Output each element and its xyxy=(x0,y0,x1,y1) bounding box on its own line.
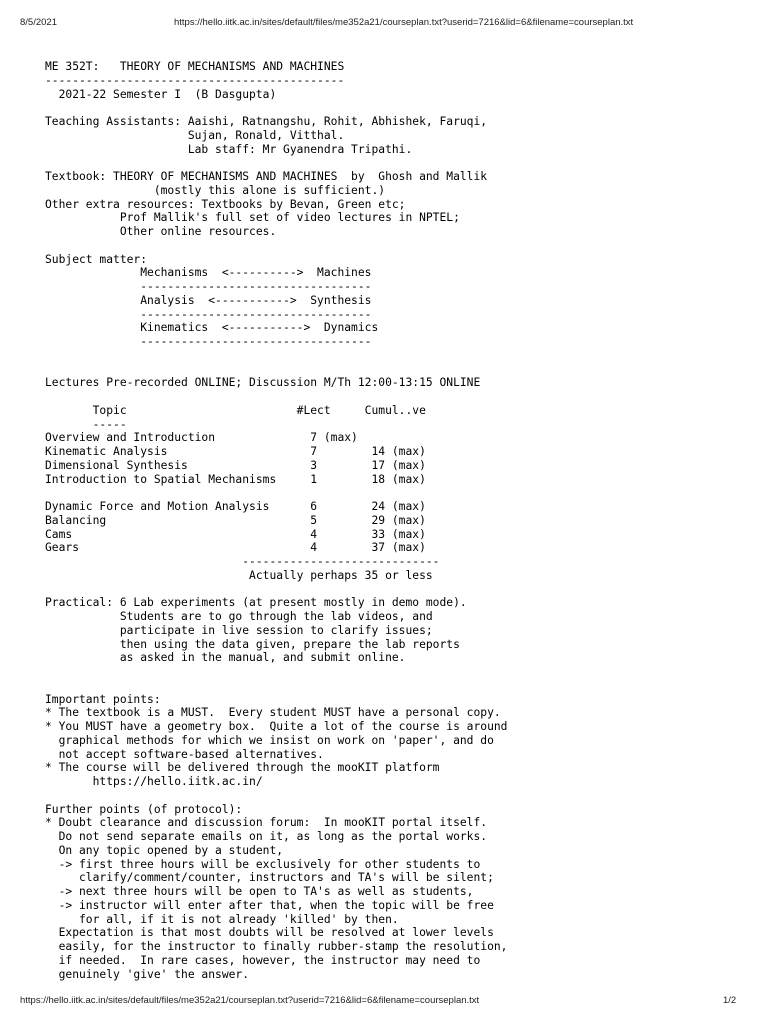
text-line: genuinely 'give' the answer. xyxy=(45,967,250,981)
text-line: Overview and Introduction 7 (max) xyxy=(45,431,358,445)
print-header-url: https://hello.iitk.ac.in/sites/default/files/me352a21/courseplan.txt?userid=7216&lid=6&filename=courseplan.txt xyxy=(174,17,634,28)
text-line: Kinematics <-----------> Dynamics xyxy=(45,321,379,335)
text-line: easily, for the instructor to finally rubber-stamp the resolution, xyxy=(45,940,508,953)
text-line: -> first three hours will be exclusively for other students to xyxy=(45,857,481,871)
text-line: participate in live session to clarify issues; xyxy=(45,623,433,637)
text-line: * Doubt clearance and discussion forum: In mooKIT portal itself. xyxy=(45,816,488,830)
text-line: Lab staff: Mr Gyanendra Tripathi. xyxy=(45,142,413,156)
text-line: Kinematic Analysis 7 14 (max) xyxy=(45,445,426,458)
text-line xyxy=(45,390,508,404)
text-line xyxy=(45,363,508,377)
text-line: for all, if it is not already 'killed' by then. xyxy=(45,912,399,926)
text-line: then using the data given, prepare the lab reports xyxy=(45,637,460,651)
text-line xyxy=(45,665,508,679)
text-line: Dynamic Force and Motion Analysis 6 24 (max) xyxy=(45,500,426,513)
text-line: -> instructor will enter after that, when the topic will be free xyxy=(45,898,494,912)
text-line xyxy=(45,679,508,693)
text-line: Teaching Assistants: Aaishi, Ratnangshu, Rohit, Abhishek, Faruqi, xyxy=(45,115,488,128)
text-line: Other extra resources: Textbooks by Bevan, Green etc; xyxy=(45,197,406,211)
text-line xyxy=(45,486,508,500)
text-line: as asked in the manual, and submit online. xyxy=(45,651,406,665)
text-line: Subject matter: xyxy=(45,252,148,266)
text-line: -------------------------------------------- xyxy=(45,73,345,87)
text-line: Actually perhaps 35 or less xyxy=(45,568,433,582)
text-line xyxy=(45,349,508,363)
text-line: * The textbook is a MUST. Every student MUST have a personal copy. xyxy=(45,706,501,720)
text-line: ME 352T: THEORY OF MECHANISMS AND MACHINES xyxy=(45,60,345,73)
text-line: Balancing 5 29 (max) xyxy=(45,513,426,527)
text-line: clarify/comment/counter, instructors and TA's will be silent; xyxy=(45,871,494,885)
text-line: Expectation is that most doubts will be resolved at lower levels xyxy=(45,926,494,940)
print-date: 8/5/2021 xyxy=(20,17,57,28)
text-line xyxy=(45,239,508,253)
text-line: Prof Mallik's full set of video lectures in NPTEL; xyxy=(45,211,460,225)
text-line: Cams 4 33 (max) xyxy=(45,527,426,541)
text-line: Mechanisms <----------> Machines xyxy=(45,266,372,280)
text-line: (mostly this alone is sufficient.) xyxy=(45,183,386,197)
text-line: * You MUST have a geometry box. Quite a lot of the course is around xyxy=(45,720,508,733)
text-line: Other online resources. xyxy=(45,225,277,238)
course-plan-text xyxy=(45,60,508,981)
text-line: Textbook: THEORY OF MECHANISMS AND MACHINES by Ghosh and Mallik xyxy=(45,170,488,183)
text-line: ---------------------------------- xyxy=(45,280,372,293)
text-line: Important points: xyxy=(45,692,161,706)
text-line: https://hello.iitk.ac.in/ xyxy=(45,775,263,788)
text-line: graphical methods for which we insist on work on 'paper', and do xyxy=(45,733,494,747)
page-number: 1/2 xyxy=(723,995,737,1006)
text-line: ----------------------------- xyxy=(45,555,440,568)
print-footer-url: https://hello.iitk.ac.in/sites/default/files/me352a21/courseplan.txt?userid=7216&lid=6&filename=courseplan.txt xyxy=(20,995,480,1006)
text-line: not accept software-based alternatives. xyxy=(45,747,324,761)
text-line: On any topic opened by a student, xyxy=(45,843,284,857)
text-line xyxy=(45,156,508,170)
text-line xyxy=(45,789,508,803)
text-line: Further points (of protocol): xyxy=(45,802,243,816)
text-line: Students are to go through the lab videos, and xyxy=(45,610,433,623)
text-line: Dimensional Synthesis 3 17 (max) xyxy=(45,458,426,472)
text-line: Practical: 6 Lab experiments (at present mostly in demo mode). xyxy=(45,596,467,610)
text-line: ----- xyxy=(45,417,127,431)
text-line: Introduction to Spatial Mechanisms 1 18 (max) xyxy=(45,472,426,486)
text-line: Analysis <-----------> Synthesis xyxy=(45,293,372,307)
text-line: Lectures Pre-recorded ONLINE; Discussion M/Th 12:00-13:15 ONLINE xyxy=(45,376,481,390)
text-line: ---------------------------------- xyxy=(45,335,372,348)
text-line: * The course will be delivered through the mooKIT platform xyxy=(45,761,440,775)
text-line xyxy=(45,583,508,597)
text-line: -> next three hours will be open to TA's as well as students, xyxy=(45,885,474,898)
text-line: Sujan, Ronald, Vitthal. xyxy=(45,128,345,142)
text-line: ---------------------------------- xyxy=(45,307,372,321)
text-line xyxy=(45,101,508,115)
text-line: 2021-22 Semester I (B Dasgupta) xyxy=(45,87,277,101)
text-line: Do not send separate emails on it, as long as the portal works. xyxy=(45,830,488,843)
text-line: Topic #Lect Cumul..ve xyxy=(45,403,426,417)
text-line: Gears 4 37 (max) xyxy=(45,541,426,555)
text-line: if needed. In rare cases, however, the instructor may need to xyxy=(45,953,481,967)
